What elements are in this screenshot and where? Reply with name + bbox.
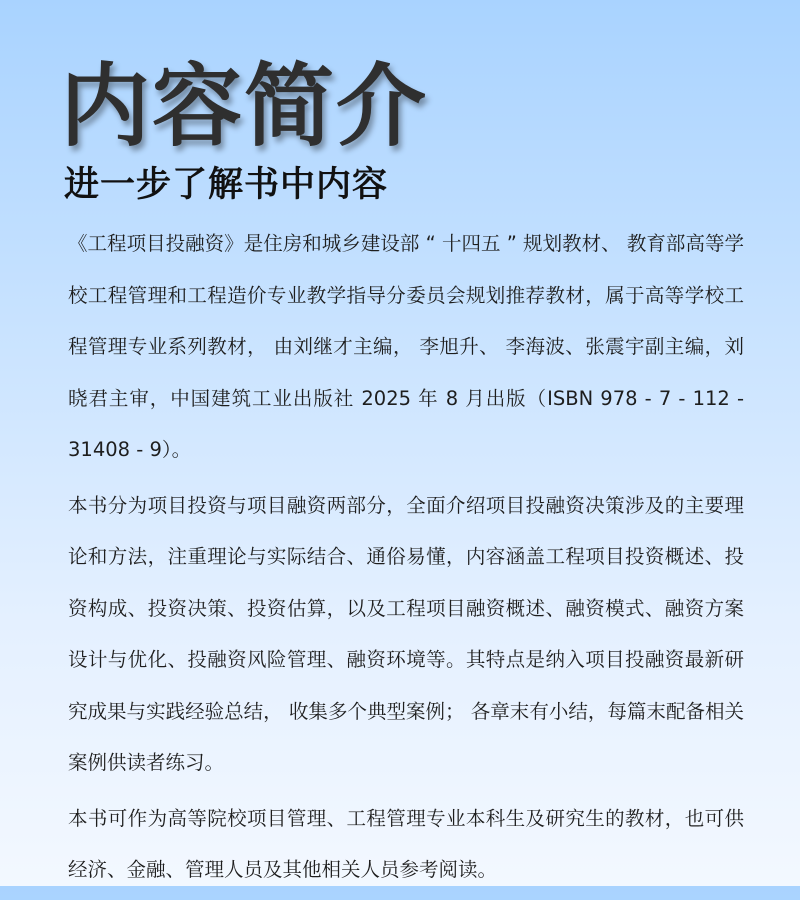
intro-paragraph-contents: 本书分为项目投资与项目融资两部分，全面介绍项目投融资决策涉及的主要理论和方法，注重理论与实际结合、通俗易懂，内容涵盖工程项目投资概述、投资构成、投资决策、投资估算，以及工程项目融资概述、融资模式、融资方案设计与优化、投融资风险管理、融资环境等。其特点是纳入项目投融资最新研究成果与实践经验总结， 收集多个典型案例； 各章末有小结，每篇末配备相关案例供读者练习。 [68, 493, 744, 774]
page-subtitle: 进一步了解书中内容 [64, 165, 389, 205]
intro-paragraph-publication: 《工程项目投融资》是住房和城乡建设部 “ 十四五 ” 规划教材、 教育部高等学校工程管理和工程造价专业教学指导分委员会规划推荐教材，属于高等学校工程管理专业系列教材， 由刘继才主编， 李旭升、 李海波、张震宇副主编，刘晓君主审，中国建筑工业出版社 2025 年 8 月出版（ISBN 978 - 7 - 112 - 31408 - 9）。 [68, 232, 744, 461]
intro-body [68, 218, 744, 900]
page-title: 内容简介 [60, 54, 428, 159]
intro-paragraph-audience: 本书可作为高等院校项目管理、工程管理专业本科生及研究生的教材，也可供经济、金融、管理人员及其他相关人员参考阅读。 [68, 806, 744, 881]
